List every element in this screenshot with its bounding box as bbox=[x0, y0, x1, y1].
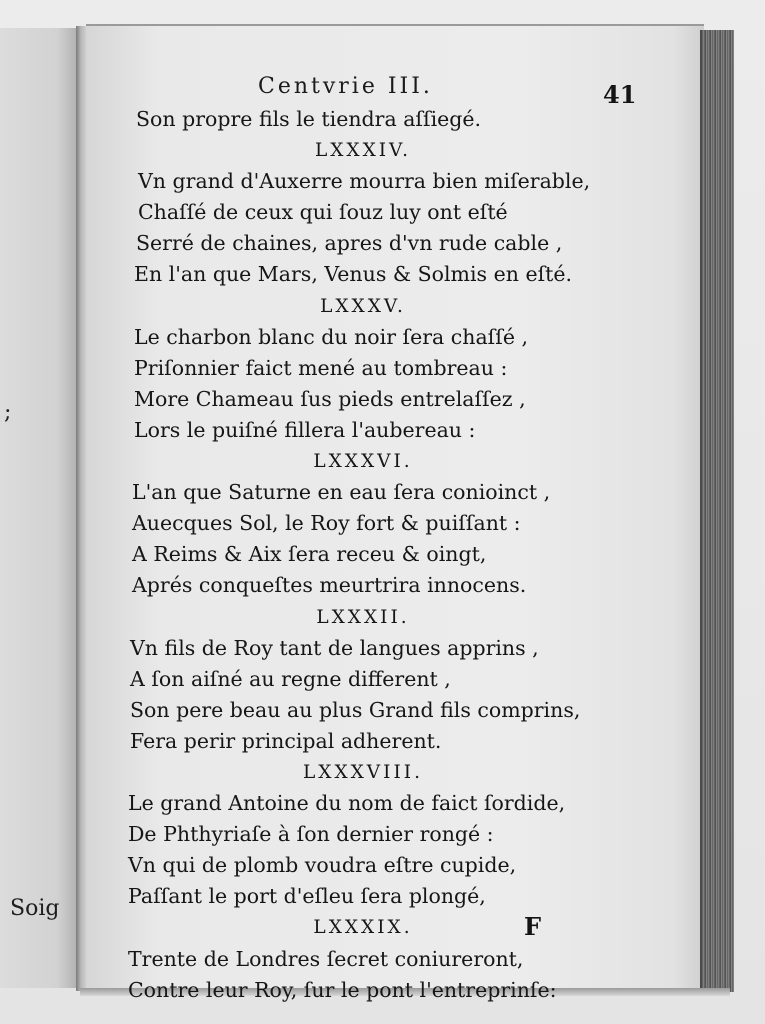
running-head: Centvrie III. bbox=[258, 74, 433, 99]
verse-line: En l'an que Mars, Venus & Solmis en eſté. bbox=[134, 262, 573, 287]
verse-line: Priſonnier faict mené au tombreau : bbox=[134, 355, 508, 380]
verse-line: More Chameau ſus pieds entrelaſſez , bbox=[134, 386, 526, 411]
verse-line: A Reims & Aix ſera receu & oingt, bbox=[132, 542, 487, 567]
page-edges bbox=[700, 30, 734, 992]
left-page bbox=[0, 28, 84, 988]
quatrain-number: LXXXVIII. bbox=[303, 761, 423, 783]
quatrain-number: LXXXIX. bbox=[313, 917, 413, 939]
signature-mark: F bbox=[524, 912, 542, 941]
left-page-fragment: ; bbox=[4, 400, 12, 425]
left-page-fragment: Soig bbox=[10, 896, 60, 921]
quatrain-number: LXXXIV. bbox=[314, 140, 412, 162]
verse-line: Auecques Sol, le Roy fort & puiſſant : bbox=[132, 511, 521, 536]
verse-line: L'an que Saturne en eau ſera conioinct , bbox=[132, 480, 551, 505]
quatrain-number: LXXXII. bbox=[316, 606, 410, 628]
verse-text-block bbox=[128, 104, 598, 1006]
verse-line: Vn qui de plomb voudra eſtre cupide, bbox=[128, 853, 517, 878]
verse-line: Vn grand d'Auxerre mourra bien miſerable, bbox=[138, 169, 591, 194]
verse-line: Chaſſé de ceux qui ſouz luy ont eſté bbox=[138, 200, 508, 225]
verse-line: Son pere beau au plus Grand fils comprins, bbox=[130, 697, 581, 722]
verse-line: Paſſant le port d'eſleu ſera plongé, bbox=[128, 884, 486, 909]
verse-line: Serré de chaines, apres d'vn rude cable , bbox=[136, 231, 563, 256]
quatrain-number: LXXXVI. bbox=[313, 451, 413, 473]
verse-line: Le charbon blanc du noir ſera chaſſé , bbox=[134, 324, 529, 349]
page-number: 41 bbox=[603, 80, 637, 109]
verse-line: Lors le puiſné fillera l'aubereau : bbox=[134, 417, 476, 442]
quatrain-number: LXXXV. bbox=[320, 295, 406, 317]
verse-line: Son propre fils le tiendra aſſiegé. bbox=[136, 107, 482, 131]
verse-line: Vn fils de Roy tant de langues apprins , bbox=[130, 635, 539, 660]
verse-line: Le grand Antoine du nom de faict ſordide, bbox=[128, 791, 566, 816]
verse-line: A ſon aiſné au regne different , bbox=[130, 666, 451, 691]
verse-line: Fera perir principal adherent. bbox=[130, 728, 442, 753]
verse-line: Trente de Londres ſecret coniureront, bbox=[128, 946, 524, 971]
book-gutter bbox=[76, 26, 86, 991]
verse-line: Aprés conqueſtes meurtrira innocens. bbox=[132, 573, 527, 598]
verse-line: De Phthyriaſe à ſon dernier rongé : bbox=[128, 822, 494, 847]
verse-line: Contre leur Roy, ſur le pont l'entreprinſe: bbox=[128, 977, 557, 1002]
